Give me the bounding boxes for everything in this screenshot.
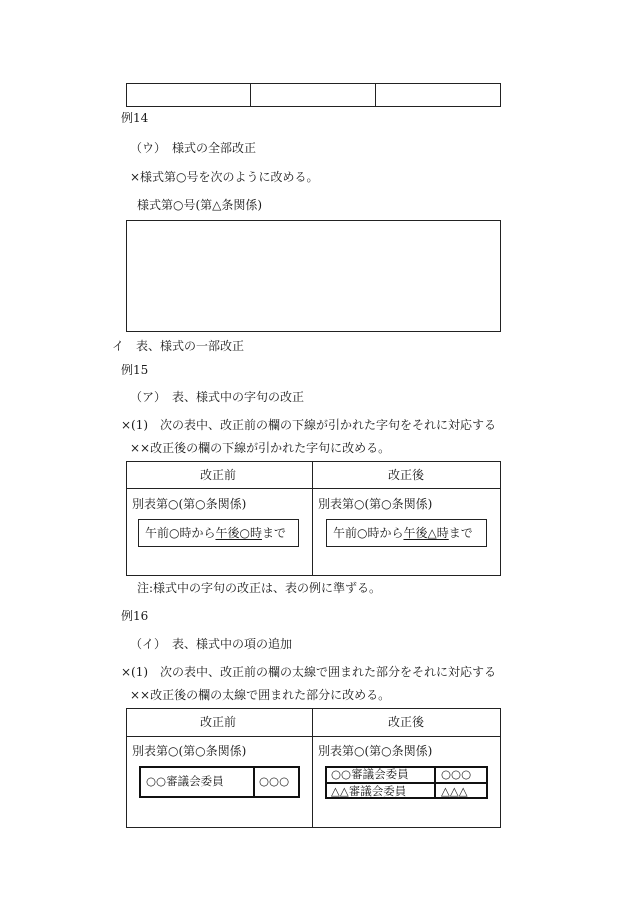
example-14-form-title: 様式第○号(第△条関係) xyxy=(137,198,263,212)
example-16-after-row-1-value: ○○○ xyxy=(441,767,472,781)
example-16-heading: （イ） 表、様式中の項の追加 xyxy=(130,637,293,651)
before-tail-text: まで xyxy=(261,526,286,540)
example-16-before-value-cell: ○○○ xyxy=(259,774,290,788)
example-16-label: 例16 xyxy=(121,609,149,623)
example-15-column-divider xyxy=(312,461,313,576)
example-16-before-cell-divider xyxy=(253,766,255,798)
top-empty-table xyxy=(126,83,501,107)
example-16-instruction-line-2: ××改正後の欄の太線で囲まれた部分に改める。 xyxy=(130,688,391,702)
example-14-heading: （ウ） 様式の全部改正 xyxy=(130,141,257,155)
before-plain-text: 午前○時から xyxy=(145,526,216,540)
example-14-label: 例14 xyxy=(121,111,149,125)
form-empty-box xyxy=(126,220,501,332)
before-underlined-text: 午後○時 xyxy=(215,526,262,540)
example-15-instruction-line-2: ××改正後の欄の下線が引かれた字句に改める。 xyxy=(130,441,391,455)
example-15-heading: （ア） 表、様式中の字句の改正 xyxy=(130,390,305,404)
example-16-col-before-header: 改正前 xyxy=(200,715,237,729)
example-16-after-row-2-value: △△△ xyxy=(441,784,468,798)
after-plain-text: 午前○時から xyxy=(333,526,404,540)
example-15-col-before-header: 改正前 xyxy=(200,468,237,482)
example-15-col-after-header: 改正後 xyxy=(388,468,425,482)
example-16-after-row-2-name: △△審議会委員 xyxy=(331,784,407,798)
example-16-header-rule xyxy=(126,736,501,737)
section-i-heading: イ 表、様式の一部改正 xyxy=(112,339,245,353)
example-16-before-name-cell: ○○審議会委員 xyxy=(146,774,224,788)
example-15-note: 注:様式中の字句の改正は、表の例に準ずる。 xyxy=(137,581,382,595)
example-16-column-divider xyxy=(312,708,313,828)
example-15-before-table-ref: 別表第○(第○条関係) xyxy=(132,497,247,511)
example-16-after-cell-divider xyxy=(434,766,436,799)
example-15-after-table-ref: 別表第○(第○条関係) xyxy=(318,497,433,511)
top-table-divider-1 xyxy=(250,83,251,107)
example-15-after-text xyxy=(333,527,473,539)
top-table-divider-2 xyxy=(375,83,376,107)
example-16-before-table-ref: 別表第○(第○条関係) xyxy=(132,744,247,758)
example-16-after-table-ref: 別表第○(第○条関係) xyxy=(318,744,433,758)
example-16-col-after-header: 改正後 xyxy=(388,715,425,729)
example-16-instruction-line-1: ×(1) 次の表中、改正前の欄の太線で囲まれた部分をそれに対応する xyxy=(121,665,497,679)
example-14-instruction: ×様式第○号を次のように改める。 xyxy=(130,170,319,184)
after-underlined-text: 午後△時 xyxy=(403,526,449,540)
example-15-instruction-line-1: ×(1) 次の表中、改正前の欄の下線が引かれた字句をそれに対応する xyxy=(121,418,497,432)
example-15-label: 例15 xyxy=(121,363,149,377)
example-15-header-rule xyxy=(126,488,501,489)
after-tail-text: まで xyxy=(448,526,473,540)
example-16-after-row-1-name: ○○審議会委員 xyxy=(331,767,409,781)
example-15-before-text xyxy=(145,527,286,539)
